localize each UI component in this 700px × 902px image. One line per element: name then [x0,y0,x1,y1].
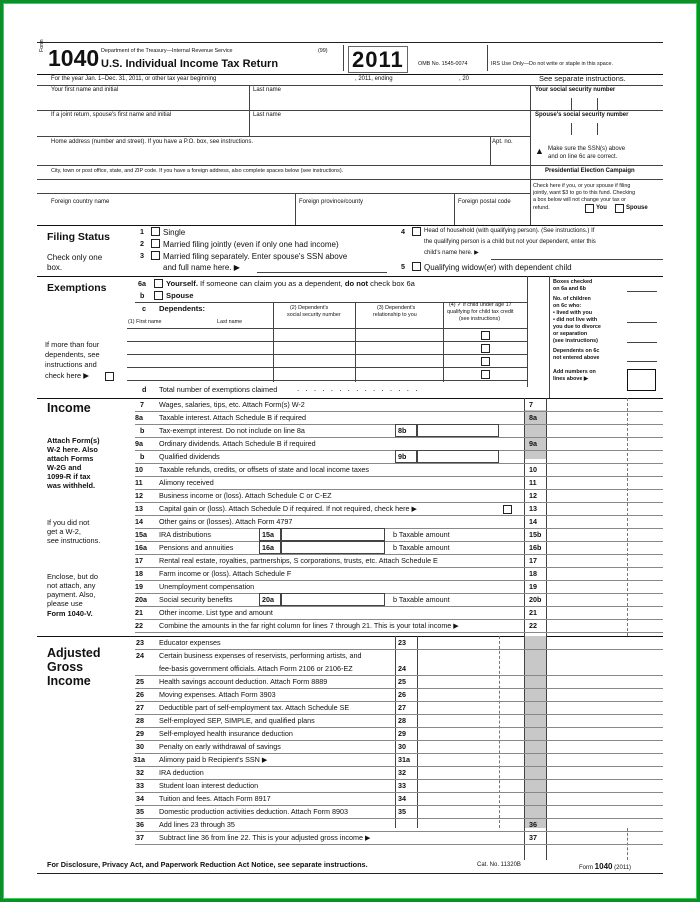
agi-amount-field[interactable] [546,818,663,831]
income-line-label: Taxable interest. Attach Schedule B if required [159,413,307,422]
rb-9: (see instructions) [553,338,598,344]
agi-line-label: Student loan interest deduction [159,781,259,790]
yourself-checkbox[interactable] [154,279,163,288]
form-number: 1040 [48,45,100,71]
tax-year: 2011 [348,46,408,73]
income-side-b2: get a W-2, [47,527,81,536]
make-sure-line2: and on line 6c are correct. [548,154,618,160]
agi-mid-box-label: 33 [398,781,406,790]
agi-line-label: Educator expenses [159,638,221,647]
pec-line1: Check here if you, or your spouse if filing [533,183,631,189]
ssn-label: Your social security number [535,87,616,93]
agi-line-label: Health savings account deduction. Attach Form 8889 [159,677,328,686]
last-name-label: Last name [253,87,282,93]
pec-line4: refund. [533,205,550,211]
income-box-number: 18 [529,569,537,578]
mfj-checkbox[interactable] [151,239,160,248]
agi-line-label: Deductible part of self-employment tax. Attach Schedule SE [159,703,350,712]
income-line-label: Combine the amounts in the far right column for lines 7 through 21. This is your total income ▶ [159,621,459,630]
income-line-number: 20a [135,595,147,604]
income-mid-amount[interactable] [281,541,385,554]
income-line-number: 8a [135,413,143,422]
form-word-vertical: Form [39,39,45,52]
income-side-a6: was withheld. [47,481,96,490]
filing-qw: Qualifying widow(er) with dependent child [424,263,572,272]
first-name-label: Your first name and initial [51,87,119,93]
income-amount-field[interactable] [546,567,663,580]
dep2-ctc-checkbox[interactable] [481,344,490,353]
agi-amount-field[interactable] [546,831,663,844]
income-box-number: 19 [529,582,537,591]
income-mid-box-label: 16a [259,541,281,554]
income-amount-field[interactable] [546,606,663,619]
agi-mid-amount[interactable] [417,675,524,688]
agi-line-number: 26 [136,690,144,699]
agi-line-number: 36 [136,820,144,829]
dep1-ctc-checkbox[interactable] [481,331,490,340]
agi-mid-box-label: 26 [398,690,406,699]
filing-mfs: Married filing separately. Enter spouse's SSN above [163,252,348,261]
capital-gain-checkbox[interactable] [503,505,512,514]
taxable-amount-label: b Taxable amount [393,530,450,539]
agi-line-label: Self-employed SEP, SIMPLE, and qualified plans [159,716,315,725]
pec-title: Presidential Election Campaign [545,168,635,174]
filing-hoh-3: child's name here. ▶ [424,250,479,256]
agi-line-label: Subtract line 36 from line 22. This is your adjusted gross income ▶ [159,833,371,842]
income-line-label: Farm income or (loss). Attach Schedule F [159,569,292,578]
income-box-number: 13 [529,504,537,513]
agi-mid-box-label: 31a [398,755,410,764]
pec-you-checkbox[interactable] [585,204,594,213]
income-box-number: 9a [529,439,537,448]
income-side-a4: W-2G and [47,463,82,472]
income-amount-field[interactable] [546,528,663,541]
agi-line-label: Tuition and fees. Attach Form 8917 [159,794,271,803]
income-line-number: b [140,452,145,461]
income-amount-field[interactable] [546,411,663,424]
rb-3: No. of children [553,296,591,302]
exemptions-title: Exemptions [47,282,107,294]
agi-mid-box-label: 34 [398,794,406,803]
pec-line3: a box below will not change your tax or [533,197,626,203]
cat-number: Cat. No. 11320B [477,862,521,868]
pec-spouse-checkbox[interactable] [615,204,624,213]
income-line-number: 14 [135,517,143,526]
footer-form-word: Form [579,865,593,871]
arrow-icon: ▲ [535,146,544,156]
more-deps-checkbox[interactable] [105,372,114,381]
income-line-label: Social security benefits [159,595,233,604]
income-amount-field[interactable] [546,502,663,515]
do-not-label: do not [344,279,369,288]
seq-number: (99) [318,48,328,54]
single-checkbox[interactable] [151,227,160,236]
agi-mid-amount[interactable] [417,740,524,753]
income-line-number: 7 [140,400,144,409]
agi-mid-amount[interactable] [417,766,524,779]
more-deps-1: If more than four [45,340,100,349]
more-deps-2: dependents, see [45,350,100,359]
income-mid-box-label: 8b [395,424,417,437]
income-line-number: 11 [135,478,143,487]
agi-mid-amount[interactable] [417,701,524,714]
income-amount-field[interactable] [546,515,663,528]
agi-line-label: Domestic production activities deduction. Attach Form 8903 [159,807,348,816]
agi-line-number: 30 [136,742,144,751]
agi-line-number: 27 [136,703,144,712]
income-amount-field[interactable] [546,463,663,476]
agi-mid-amount[interactable] [417,688,524,701]
income-line-label: Other income. List type and amount [159,608,273,617]
income-box-number: 14 [529,517,537,526]
income-amount-field[interactable] [546,593,663,606]
income-line-number: 22 [135,621,143,630]
filing-single: Single [163,228,186,237]
agi-mid-amount[interactable] [417,636,524,649]
rb-5: • lived with you [553,310,593,316]
income-amount-field[interactable] [546,437,663,450]
spouse-label: Spouse [166,291,194,300]
spouse-last-name-label: Last name [253,112,282,118]
spouse-checkbox[interactable] [154,291,163,300]
income-side-a3: attach Forms [47,454,94,463]
agi-line-label: Penalty on early withdrawal of savings [159,742,281,751]
agi-mid-amount[interactable] [417,792,524,805]
income-line-label: Pensions and annuities [159,543,234,552]
income-line-number: 16a [135,543,147,552]
agi-line-number: 34 [136,794,144,803]
income-side-b1: If you did not [47,518,90,527]
agi-title-2: Gross [47,660,84,674]
income-box-number: 11 [529,478,537,487]
col-rel-2: relationship to you [373,312,417,318]
agi-mid-box-label: 29 [398,729,406,738]
check-6a: check box 6a [368,279,415,288]
col-last-name: Last name [217,319,243,325]
agency: Department of the Treasury—Internal Revenue Service [101,48,233,54]
foreign-province-label: Foreign province/county [299,199,364,205]
filing-hoh-1: Head of household (with qualifying person). (See instructions.) If [424,228,595,234]
income-line-label: Taxable refunds, credits, or offsets of state and local income taxes [159,465,370,474]
income-box-number: 8a [529,413,537,422]
agi-line-label: Alimony paid b Recipient's SSN ▶ [159,755,268,764]
income-side-c3: payment. Also, [47,590,96,599]
city-label: City, town or post office, state, and ZIP code. If you have a foreign address, also complete spaces below (see instructions). [51,168,344,174]
filing-mfj: Married filing jointly (even if only one had income) [163,240,339,249]
rb-12: Add numbers on [553,369,596,375]
income-line-number: 12 [135,491,143,500]
agi-line-number: 23 [136,638,144,647]
dependents-label: Dependents: [159,304,205,313]
income-line-label: Rental real estate, royalties, partnerships, S corporations, trusts, etc. Attach Schedule E [159,556,438,565]
comma-20: , 20 [459,76,470,82]
income-side-b3: see instructions. [47,536,101,545]
form-title: U.S. Individual Income Tax Return [101,58,279,70]
agi-line-label: Moving expenses. Attach Form 3903 [159,690,276,699]
footer-form-number: 1040 [594,862,613,871]
agi-line-label: Self-employed health insurance deduction [159,729,293,738]
rb-1: Boxes checked [553,279,593,285]
agi-line-number: 24 [136,651,144,660]
income-side-c4: please use [47,599,83,608]
income-side-c1: Enclose, but do [47,572,98,581]
income-mid-amount[interactable] [281,528,385,541]
income-box-number: 20b [529,595,542,604]
income-amount-field[interactable] [546,489,663,502]
agi-mid-amount[interactable] [417,727,524,740]
rb-13: lines above ▶ [553,376,589,382]
income-amount-field[interactable] [546,554,663,567]
agi-box-number: 37 [529,833,537,842]
omb-number: OMB No. 1545-0074 [418,61,468,67]
filing-status-title: Filing Status [47,231,110,243]
income-line-label: Other gains or (losses). Attach Form 4797 [159,517,293,526]
agi-mid-amount[interactable] [417,805,524,818]
dep4-ctc-checkbox[interactable] [481,370,490,379]
col-rel-1: (3) Dependent's [377,305,416,311]
foreign-postal-label: Foreign postal code [458,199,511,205]
rb-4: on 6c who: [553,303,582,309]
agi-mid-amount[interactable] [417,779,524,792]
income-line-number: 9a [135,439,143,448]
apt-label: Apt. no. [492,139,513,145]
agi-line-number: 37 [136,833,144,842]
rb-2: on 6a and 6b [553,286,586,292]
income-mid-box-label: 15a [259,528,281,541]
taxable-amount-label: b Taxable amount [393,595,450,604]
income-line-label: Business income or (loss). Attach Schedule C or C-EZ [159,491,332,500]
agi-line-number: 31a [133,755,145,764]
income-line-label: Capital gain or (loss). Attach Schedule D if required. If not required, check here ▶ [159,504,418,513]
rb-8: or separation [553,331,588,337]
income-box-number: 17 [529,556,537,565]
agi-mid-box-label: 28 [398,716,406,725]
income-line-number: 18 [135,569,143,578]
check-only-one: Check only one [47,253,103,262]
income-side-a5: 1099-R if tax [47,472,91,481]
check-only-one-box: box. [47,263,63,272]
see-separate-instructions: See separate instructions. [539,74,626,83]
make-sure-line1: Make sure the SSN(s) above [548,146,626,152]
income-box-number: 7 [529,400,533,409]
agi-line-label: Add lines 23 through 35 [159,820,235,829]
income-box-number: 16b [529,543,542,552]
agi-line-number: 32 [136,768,144,777]
agi-mid-box-label: 25 [398,677,406,686]
income-line-number: 13 [135,504,143,513]
income-box-number: 10 [529,465,537,474]
ending-label: , 2011, ending [355,76,393,82]
rb-11: not entered above [553,355,600,361]
income-line-label: Alimony received [159,478,214,487]
rb-7: you due to divorce [553,324,601,330]
agi-line-number: 29 [136,729,144,738]
mfs-checkbox[interactable] [151,251,160,260]
income-line-number: 15a [135,530,147,539]
irs-use-only: IRS Use Only—Do not write or staple in this space. [491,61,613,67]
income-line-number: 10 [135,465,143,474]
income-side-a1: Attach Form(s) [47,436,100,445]
dep3-ctc-checkbox[interactable] [481,357,490,366]
agi-line-number: 28 [136,716,144,725]
agi-title-1: Adjusted [47,646,101,660]
income-amount-field[interactable] [546,580,663,593]
agi-mid-box-label: 30 [398,742,406,751]
income-amount-field[interactable] [546,398,663,411]
yourself-desc: If someone can claim you as a dependent, [197,279,345,288]
tax-year-line: For the year Jan. 1–Dec. 31, 2011, or other tax year beginning [51,76,217,82]
income-mid-amount[interactable] [417,424,499,437]
pec-line2: jointly, want $3 to go to this fund. Checking [533,190,636,196]
col-ctc-1: (4) ✓ if child under age 17 [449,302,512,308]
footer-year: (2011) [614,865,632,871]
spouse-first-name-label: If a joint return, spouse's first name and initial [51,112,172,118]
more-deps-4: check here ▶ [45,371,89,380]
pec-spouse-label: Spouse [626,205,648,211]
spouse-ssn-label: Spouse's social security number [535,112,629,118]
income-side-c2: not attach, any [47,581,96,590]
agi-title-3: Income [47,674,91,688]
yourself-label: Yourself. [166,279,198,288]
income-amount-field[interactable] [546,476,663,489]
qw-checkbox[interactable] [412,262,421,271]
agi-line-label-2: fee-basis government officials. Attach Form 2106 or 2106-EZ [159,664,353,673]
income-box-number: 15b [529,530,542,539]
agi-mid-box-label: 27 [398,703,406,712]
col-ctc-3: (see instructions) [459,316,501,322]
income-line-number: 21 [135,608,143,617]
filing-mfs-name: and full name here. ▶ [163,263,240,272]
more-deps-3: instructions and [45,360,97,369]
agi-mid-amount[interactable] [417,649,524,675]
col-ssn-2: social security number [287,312,341,318]
income-box-number: 12 [529,491,537,500]
income-line-label: Unemployment compensation [159,582,255,591]
agi-line-label: Certain business expenses of reservists, performing artists, and [159,651,362,660]
filing-hoh-2: the qualifying person is a child but not your dependent, enter this [424,239,596,245]
hoh-checkbox[interactable] [412,227,421,236]
income-line-label: Qualified dividends [159,452,220,461]
agi-mid-amount[interactable] [417,753,524,766]
income-mid-amount[interactable] [281,593,385,606]
agi-mid-box-label: 35 [398,807,406,816]
income-line-number: b [140,426,145,435]
taxable-amount-label: b Taxable amount [393,543,450,552]
rb-6: • did not live with [553,317,598,323]
agi-mid-box-label: 23 [398,638,406,647]
agi-line-number: 25 [136,677,144,686]
total-exemptions-label: Total number of exemptions claimed [159,385,278,394]
agi-line-label: IRA deduction [159,768,204,777]
agi-line-number: 33 [136,781,144,790]
income-line-label: Tax-exempt interest. Do not include on line 8a [159,426,305,435]
agi-line-number: 35 [136,807,144,816]
income-side-c5: Form 1040-V. [47,609,93,618]
rb-10: Dependents on 6c [553,348,600,354]
col-ctc-2: qualifying for child tax credit [447,309,514,315]
income-amount-field[interactable] [546,619,663,632]
income-box-number: 22 [529,621,537,630]
pec-you-label: You [596,205,607,211]
income-line-label: Wages, salaries, tips, etc. Attach Form(s) W-2 [159,400,305,409]
home-address-label: Home address (number and street). If you have a P.O. box, see instructions. [51,139,253,145]
income-amount-field[interactable] [546,541,663,554]
income-line-label: IRA distributions [159,530,211,539]
agi-box-number: 36 [529,820,537,829]
income-line-number: 19 [135,582,143,591]
foreign-country-label: Foreign country name [51,199,110,205]
income-line-number: 17 [135,556,143,565]
col-first-name: (1) First name [128,319,162,325]
col-ssn-1: (2) Dependent's [290,305,329,311]
income-mid-box-label: 9b [395,450,417,463]
form-1040: Form 1040 Department of the Treasury—Internal Revenue Service (99) U.S. Individual Income Tax Return 2011 OMB No. 1545-0074 IRS Use Only—Do not write or staple in this space. For the year Jan. 1–Dec. 31, 2011, or other tax year beginning , 2011, ending , 20 See separate instructions. Your first name and initial Last name Your social security number If a joint return, spouse's first name and initial Last name Spouse's social security number Home address (number and street). If you have a P.O. box, see instructions. Apt. no. ▲ Make sure the SSN(s) above and on line 6c are correct. City, town or post office, state, and ZIP code. If you have a foreign address, also complete spaces below (see instructions). Presidential Election Campaign Check here if you, or your spouse if filing jointly, want $3 to go to this fund. Checking a box below will not change your tax or refund. You Spouse Foreign country name Foreign province/county Foreign postal code Filing Status Check only one box. 1 Single 2 Married filing jointly (even if only one had income) 3 Married filing separately. Enter spouse's SSN above and full name here. ▶ 4 Head of household (with qualifying person). (See instructions.) If the qualifying person is a child but not your dependent, enter this child's name here. ▶ 5 Qualifying widow(er) with dependent child Exemptions 6a Yourself. If someone can claim you as a dependent, do not check box 6a b Spouse c Dependents: (1) First name Last name (2) Dependent's social security number (3) Dependent's relationship to you (4) ✓ if child under age 17 qualifying for child tax credit (see instructions) If more than four dependents, see instructions and check here ▶ d Total number of exemptions claimed . . . . . . . . . . . . . . . Boxes checked on 6a and 6b No. of children on 6c who: • lived with you • did not live with you due to divorce or separation (see instructions) Dependents on 6c not entered above Add numbers on lines above ▶ Income Attach Form(s) W-2 here. Also attach Forms W-2G and 1099-R if tax was withheld. If you did not get a W-2, see instructions. Enclose, but do not attach, any payment. Also, please use Form 1040-V. 7 Wages, salaries, tips, etc. Attach Form(s) W-2 7 8a Taxable interest. Attach Schedule B if required 8a b Tax-exempt interest. Do not include on line 8a 8b 9a Ordinary dividends. Attach Schedule B if required 9a b Qualified dividends 9b 10 Taxable refunds, credits, or offsets of state and local income taxes 10 11 Alimony received 11 12 Business income or (loss). Attach Schedule C or C-EZ 12 13 Capital gain or (loss). Attach Schedule D if required. If not required, check here ▶ 13 14 Other gains or (losses). Attach Form 4797 14 15a IRA distributions 15a b Taxable amount 15b 16a Pensions and annuities 16a b Taxable amount 16b 17 Rental real estate, royalties, partnerships, S corporations, trusts, etc. Attach Schedule E 17 18 Farm income or (loss). Attach Schedule F 18 19 Unemployment compensation 19 20a Social security benefits 20a b Taxable amount 20b 21 Other income. List type and amount 21 22 Combine the amounts in the far right column for lines 7 through 21. This is your total income ▶ 22 Adjusted Gross Income 23 Educator expenses 23 24 Certain business expenses of reservists, performing artists, and fee-basis government officials. Attach Form 2106 or 2106-EZ 24 25 Health savings account deduction. Attach Form 8889 25 26 Moving expenses. Attach Form 3903 26 27 Deductible part of self-employment tax. Attach Schedule SE 27 28 Self-employed SEP, SIMPLE, and qualified plans 28 29 Self-employed health insurance deduction 29 30 Penalty on early withdrawal of savings 30 31a Alimony paid b Recipient's SSN ▶ 31a 32 IRA deduction 32 33 Student loan interest deduction 33 34 Tuition and fees. Attach Form 8917 34 35 Domestic production activities deduction. Attach Form 8903 35 36 Add lines 23 through 35 36 37 Subtract line 36 from line 22. This is your adjusted gross income ▶ 37 For Disclosure, Privacy Act, and Paperwork Reduction Act Notice, see separate instructions. Cat. No. 11320B Form 1040 (2011) [37,42,663,874]
income-mid-box-label: 20a [259,593,281,606]
income-title: Income [47,401,91,415]
total-exemptions-box[interactable] [627,369,656,391]
income-box-number: 21 [529,608,537,617]
disclosure-notice: For Disclosure, Privacy Act, and Paperwork Reduction Act Notice, see separate instructions. [47,860,368,869]
income-side-a2: W-2 here. Also [47,445,98,454]
agi-mid-amount[interactable] [417,714,524,727]
agi-mid-box-label: 32 [398,768,406,777]
agi-mid-box-label: 24 [398,664,406,673]
income-mid-amount[interactable] [417,450,499,463]
income-line-label: Ordinary dividends. Attach Schedule B if required [159,439,316,448]
